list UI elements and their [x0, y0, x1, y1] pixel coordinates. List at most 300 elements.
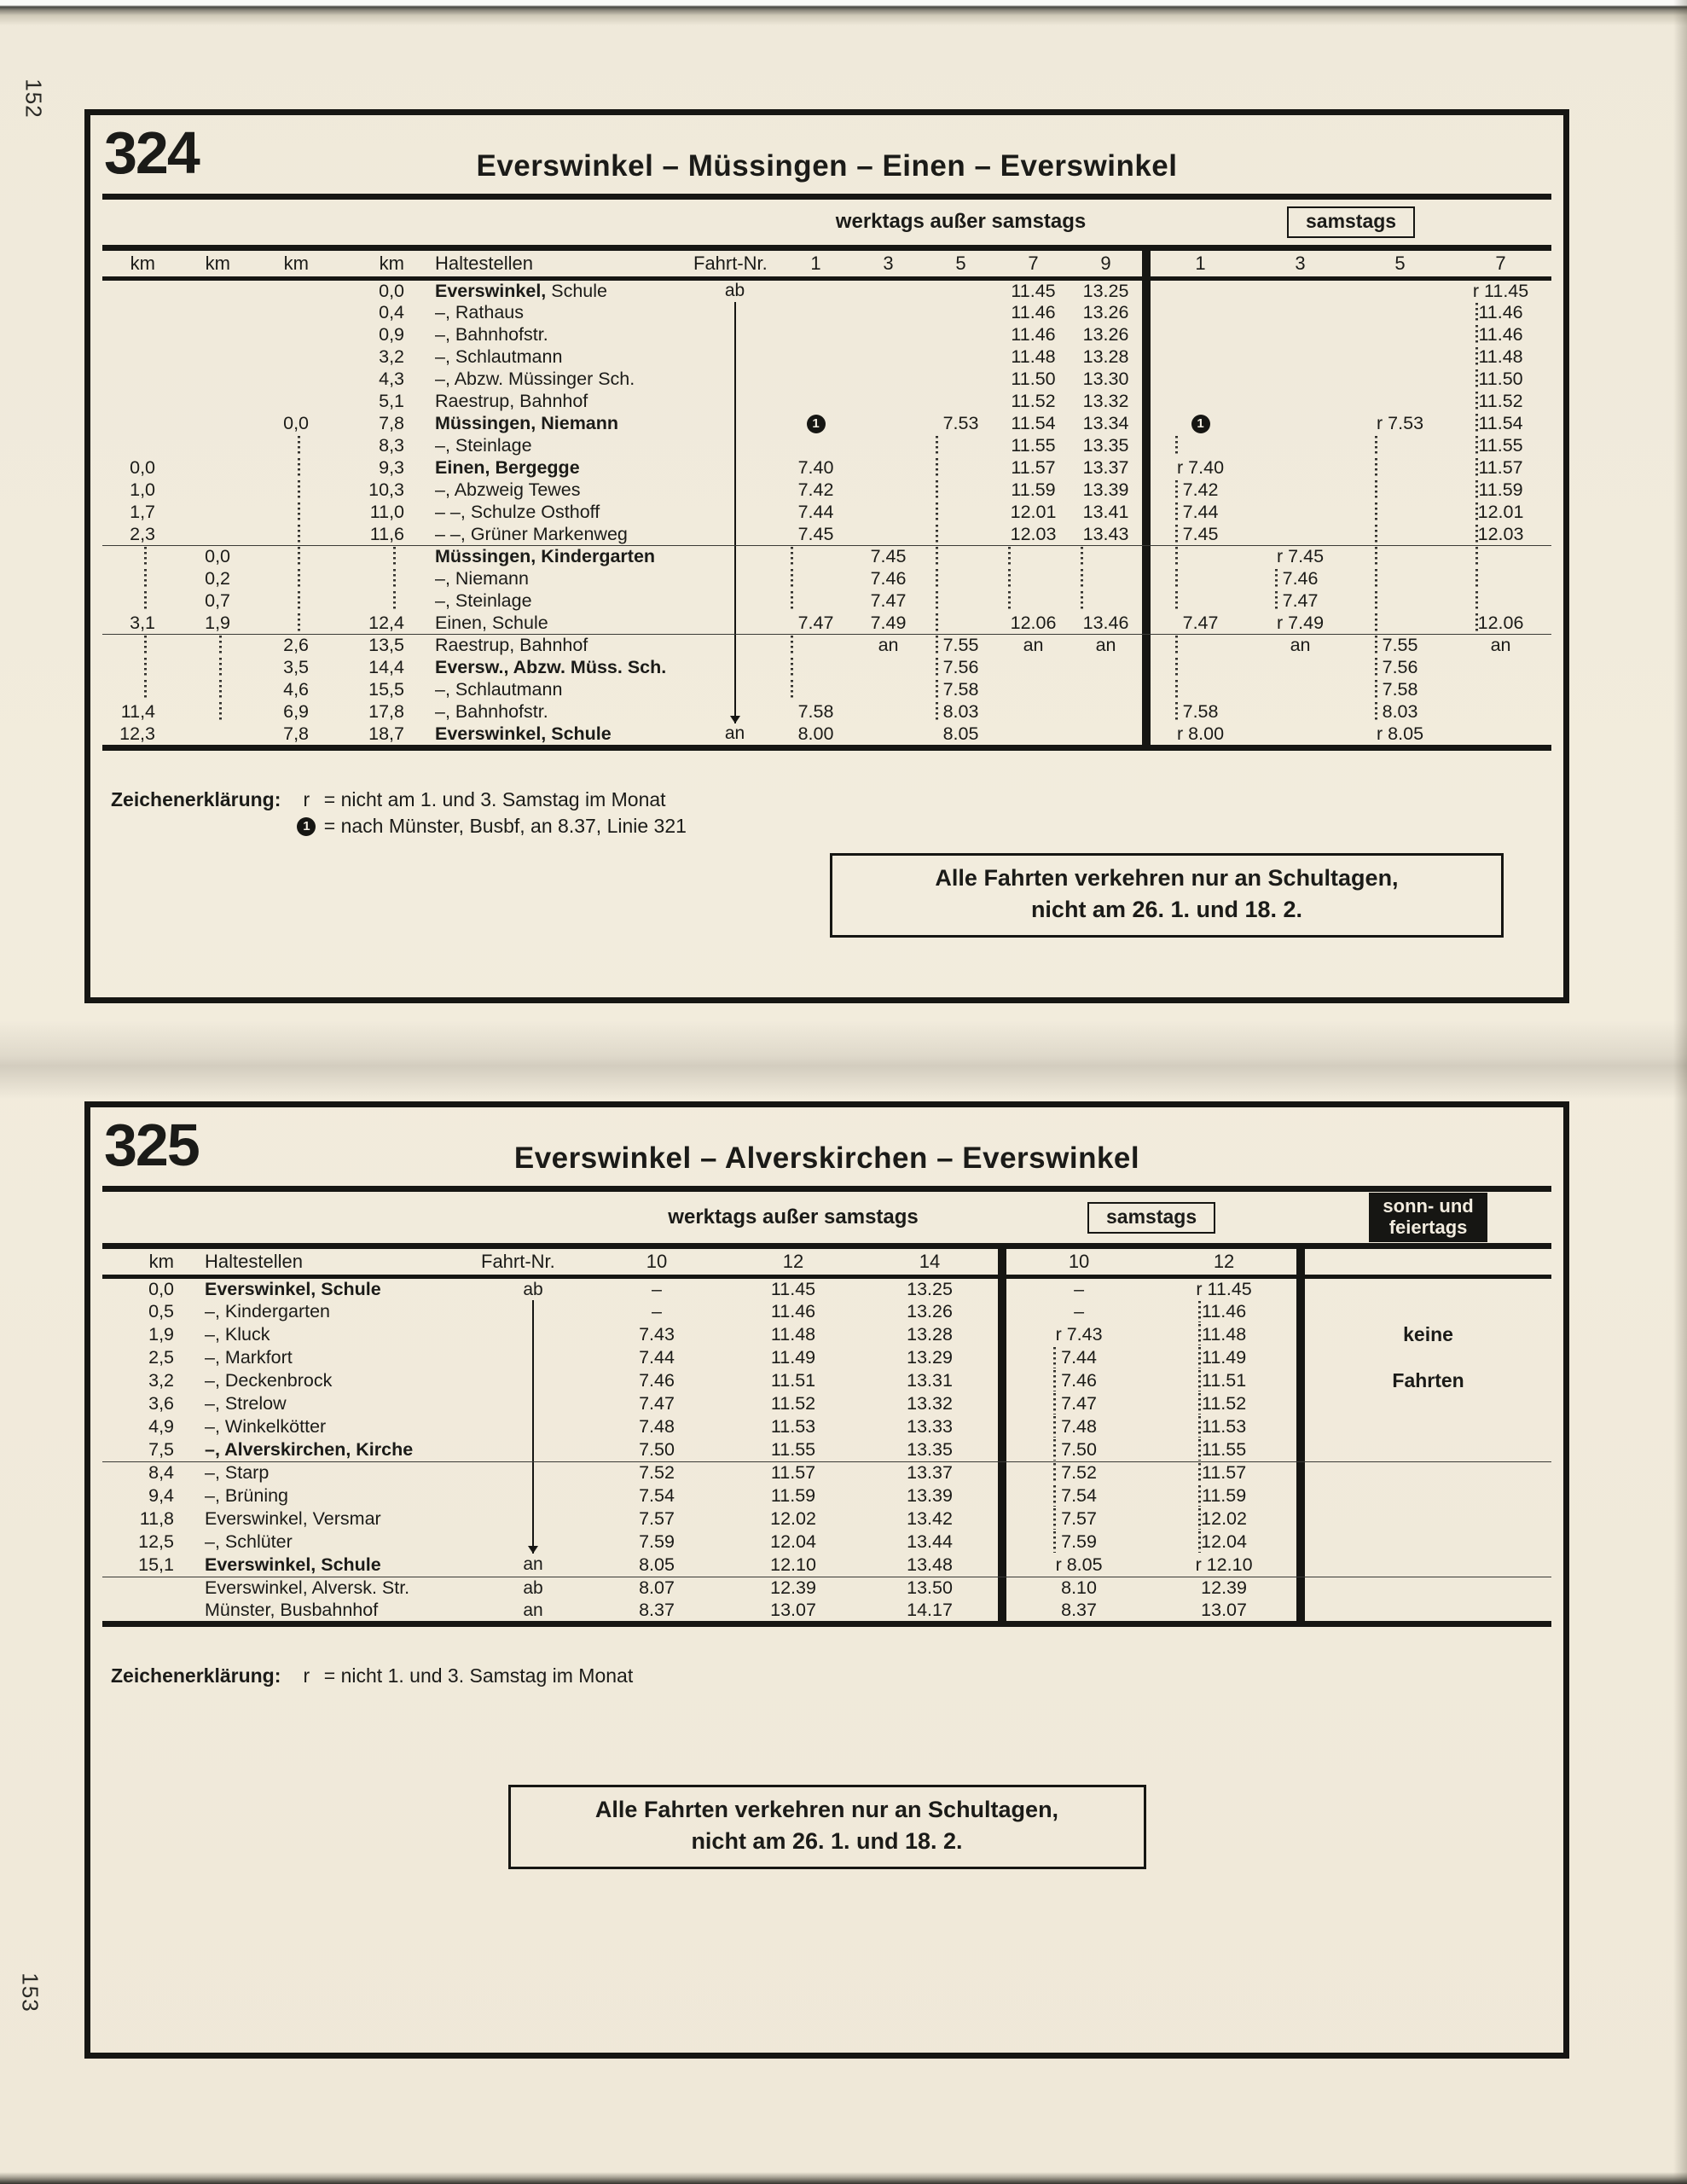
- km-cell: 3,1: [102, 613, 177, 635]
- route-line: [734, 568, 736, 590]
- continuation-squiggle: [1275, 569, 1278, 590]
- timetable-row: [102, 635, 1551, 657]
- continuation-squiggle: [1053, 1485, 1056, 1507]
- time-cell: 7.46: [1250, 568, 1350, 590]
- time-cell: [852, 435, 925, 457]
- time-cell: r 7.45: [1277, 546, 1325, 567]
- km-cell: 0,7: [205, 590, 230, 611]
- trip-col-header: 10: [1006, 1246, 1151, 1277]
- time-cell: [1070, 568, 1142, 590]
- section-divider: [1142, 701, 1151, 723]
- timetable-row: [102, 479, 1551, 502]
- timetable-row: [102, 1507, 1551, 1531]
- section-divider: [998, 1461, 1006, 1484]
- time-cell: 12.10: [725, 1554, 861, 1577]
- page-number-152: 152: [20, 78, 47, 119]
- section-divider: [998, 1438, 1006, 1461]
- time-cell: [1151, 324, 1250, 346]
- continuation-squiggle: [144, 569, 147, 590]
- route-line: [734, 679, 736, 701]
- continuation-squiggle: [298, 613, 300, 634]
- km-cell: [252, 302, 331, 324]
- km-cell: 8,3: [379, 435, 404, 456]
- time-cell: [925, 479, 997, 502]
- day-band-row: [102, 1192, 1551, 1246]
- time-cell: [780, 590, 852, 613]
- time-cell: 7.45: [1151, 524, 1250, 546]
- time-cell: [1151, 635, 1250, 657]
- stop-cell: –, Steinlage: [435, 435, 532, 456]
- time-cell: 7.54: [1006, 1484, 1151, 1507]
- trip-marker-cell: [690, 479, 780, 502]
- time-cell: 11.48: [1151, 1323, 1296, 1346]
- trip-marker-cell: [478, 1415, 588, 1438]
- timetable-row: [102, 413, 1551, 435]
- no-service-cell: [1305, 1600, 1551, 1624]
- continuation-squiggle: [1053, 1463, 1056, 1484]
- route-line: [734, 324, 736, 346]
- note-1-icon: 1: [807, 415, 826, 433]
- time-cell: r 7.43: [1055, 1324, 1103, 1345]
- stop-cell: Everswinkel, Schule: [435, 280, 607, 301]
- trip-marker-cell: [478, 1438, 588, 1461]
- time-cell: 8.00: [780, 723, 852, 748]
- time-cell: 11.51: [770, 1370, 816, 1391]
- continuation-squiggle: [1375, 591, 1377, 612]
- time-cell: 12.02: [770, 1508, 816, 1529]
- section-divider: [1296, 1554, 1305, 1577]
- continuation-squiggle: [936, 547, 938, 567]
- time-cell: 13.33: [907, 1416, 953, 1437]
- time-cell: 7.45: [870, 546, 907, 567]
- continuation-squiggle: [1375, 436, 1377, 456]
- section-divider: [1296, 1415, 1305, 1438]
- time-cell: r 7.53: [1377, 413, 1424, 433]
- route-line: [734, 346, 736, 369]
- km-cell: 13,5: [368, 635, 404, 656]
- time-cell: 11.45: [1011, 280, 1056, 301]
- time-cell: 13.48: [861, 1554, 998, 1577]
- time-cell: 11.52: [770, 1393, 816, 1414]
- continuation-squiggle: [298, 480, 300, 501]
- time-cell: 7.58: [1350, 679, 1450, 701]
- time-cell: [1250, 524, 1350, 546]
- route-line: [734, 590, 736, 613]
- sunday-label-cell: [1305, 1192, 1551, 1246]
- timetable-row: [102, 391, 1551, 413]
- timetable-row: [102, 324, 1551, 346]
- km-cell: 15,5: [368, 679, 404, 700]
- km-cell: [252, 613, 331, 635]
- time-cell: 13.26: [907, 1301, 953, 1321]
- route-number: 324: [104, 119, 199, 186]
- timetable-row: [102, 723, 1551, 748]
- section-divider: [998, 1554, 1006, 1577]
- time-cell: 11.49: [1151, 1346, 1296, 1369]
- section-divider: [1142, 546, 1151, 568]
- time-cell: [1151, 568, 1250, 590]
- time-cell: 12.01: [1450, 502, 1551, 524]
- time-cell: [1350, 502, 1450, 524]
- km-cell: [102, 302, 177, 324]
- continuation-squiggle: [1053, 1416, 1056, 1438]
- time-cell: 7.47: [1151, 613, 1250, 635]
- continuation-squiggle: [936, 613, 938, 634]
- continuation-squiggle: [1175, 480, 1178, 501]
- km-cell: 4,6: [283, 679, 309, 700]
- km-cell: [177, 278, 252, 302]
- km-header: km: [252, 247, 331, 278]
- time-cell: 7.46: [639, 1370, 675, 1391]
- km-cell: 3,2: [379, 346, 404, 367]
- route-line: [734, 413, 736, 435]
- time-cell: [852, 502, 925, 524]
- weekday-label: werktags außer samstags: [668, 1205, 919, 1228]
- continuation-squiggle: [1198, 1508, 1201, 1530]
- time-cell: [997, 657, 1070, 679]
- section-divider: [1296, 1531, 1305, 1554]
- km-cell: 11,4: [120, 701, 155, 722]
- continuation-squiggle: [393, 591, 396, 612]
- time-cell: 13.35: [1082, 435, 1129, 456]
- time-cell: 7.47: [780, 613, 852, 635]
- continuation-squiggle: [1175, 636, 1178, 656]
- timetable-row: [102, 1531, 1551, 1554]
- continuation-squiggle: [1081, 569, 1083, 590]
- time-cell: [1070, 657, 1142, 679]
- time-cell: an: [1490, 635, 1511, 656]
- trip-marker-cell: [690, 568, 780, 590]
- time-cell: [780, 679, 852, 701]
- continuation-squiggle: [298, 569, 300, 590]
- km-cell: [252, 590, 331, 613]
- continuation-squiggle: [1175, 569, 1178, 590]
- continuation-squiggle: [1175, 525, 1178, 545]
- km-cell: 14,4: [368, 657, 404, 677]
- section-divider: [1296, 1577, 1305, 1600]
- time-cell: [780, 635, 852, 657]
- trip-marker-cell: [690, 546, 780, 568]
- continuation-squiggle: [936, 569, 938, 590]
- time-cell: 11.53: [770, 1416, 816, 1437]
- km-cell: [177, 502, 252, 524]
- note-1-icon: 1: [1191, 415, 1210, 433]
- section-divider: [998, 1577, 1006, 1600]
- continuation-squiggle: [1475, 480, 1478, 501]
- trip-marker-cell: an: [478, 1600, 588, 1624]
- km-cell: 2,6: [283, 635, 309, 656]
- km-cell: 2,3: [102, 524, 177, 546]
- continuation-squiggle: [1475, 392, 1478, 412]
- continuation-squiggle: [1375, 702, 1377, 723]
- time-cell: 7.47: [1006, 1392, 1151, 1415]
- continuation-squiggle: [298, 547, 300, 567]
- trip-number-header: Fahrt-Nr.: [690, 247, 780, 278]
- timetable-324: [84, 109, 1569, 1003]
- time-cell: 7.56: [925, 657, 997, 679]
- time-cell: an: [878, 635, 899, 656]
- timetable-row: [102, 1323, 1551, 1346]
- trip-col-header: 12: [725, 1246, 861, 1277]
- time-cell: [1250, 657, 1350, 679]
- continuation-squiggle: [936, 680, 938, 700]
- continuation-squiggle: [791, 569, 793, 590]
- title-rule: [102, 1186, 1551, 1192]
- continuation-squiggle: [1275, 591, 1278, 612]
- km-cell: [331, 568, 426, 590]
- time-cell: [780, 391, 852, 413]
- legend-line-circle1: 1 = nach Münster, Busbf, an 8.37, Linie 321: [294, 813, 687, 839]
- legend-lines: [294, 1663, 633, 1689]
- km-cell: [102, 568, 177, 590]
- time-cell: [925, 435, 997, 457]
- time-cell: 13.46: [1070, 613, 1142, 635]
- continuation-squiggle: [1053, 1347, 1056, 1368]
- timetable-row: [102, 278, 1551, 302]
- continuation-squiggle: [791, 680, 793, 700]
- stop-cell: –, Schlautmann: [435, 679, 563, 700]
- km-cell: 0,0: [130, 457, 155, 478]
- continuation-squiggle: [298, 458, 300, 479]
- stop-cell: – –, Schulze Osthoff: [435, 502, 600, 522]
- saturday-label-box: samstags: [1087, 1202, 1215, 1234]
- km-cell: [331, 590, 426, 613]
- school-days-notice: Alle Fahrten verkehren nur an Schultagen, nicht am 26. 1. und 18. 2.: [830, 853, 1504, 938]
- time-cell: 11.46: [1151, 1300, 1296, 1323]
- time-cell: 12.06: [997, 613, 1070, 635]
- time-cell: r 8.00: [1151, 723, 1250, 748]
- time-cell: 13.31: [907, 1370, 953, 1391]
- km-cell: 10,3: [368, 479, 404, 500]
- km-cell: 3,2: [148, 1370, 174, 1391]
- section-divider: [1142, 590, 1151, 613]
- trip-marker-cell: [478, 1461, 588, 1484]
- section-divider: [998, 1246, 1006, 1277]
- time-cell: [1350, 324, 1450, 346]
- stop-cell: –, Niemann: [435, 568, 529, 589]
- time-cell: [1070, 546, 1142, 568]
- km-cell: 9,4: [148, 1485, 174, 1506]
- km-cell: [102, 369, 177, 391]
- no-service-cell: keine: [1403, 1323, 1453, 1345]
- continuation-squiggle: [936, 702, 938, 723]
- km-cell: [252, 369, 331, 391]
- time-cell: [925, 457, 997, 479]
- scan-top-edge: [0, 0, 1687, 26]
- no-service-cell: [1305, 1415, 1551, 1438]
- time-cell: [925, 568, 997, 590]
- time-cell: [1250, 278, 1350, 302]
- trip-col-header: 3: [1250, 247, 1350, 278]
- time-cell: [1350, 346, 1450, 369]
- legend-title: Zeichenerklärung:: [111, 787, 281, 810]
- timetable-row: [102, 546, 1551, 568]
- continuation-squiggle: [1475, 347, 1478, 368]
- stop-cell: Eversw., Abzw. Müss. Sch.: [435, 657, 667, 677]
- continuation-squiggle: [791, 591, 793, 612]
- continuation-squiggle: [1475, 547, 1478, 567]
- legend-324: [111, 787, 1551, 839]
- trip-col-header: 1: [1151, 247, 1250, 278]
- time-cell: 7.50: [588, 1438, 725, 1461]
- continuation-squiggle: [791, 547, 793, 567]
- scan-right-edge: [1673, 0, 1687, 2184]
- time-cell: [925, 546, 997, 568]
- time-cell: 7.58: [1151, 701, 1250, 723]
- trip-marker-cell: [690, 657, 780, 679]
- time-cell: 7.57: [1006, 1507, 1151, 1531]
- route-line: [734, 502, 736, 524]
- stop-cell: –, Steinlage: [435, 590, 532, 611]
- time-cell: 8.05: [588, 1554, 725, 1577]
- time-cell: [997, 546, 1070, 568]
- time-cell: 13.43: [1070, 524, 1142, 546]
- time-cell: [852, 679, 925, 701]
- no-service-cell: [1305, 1300, 1551, 1323]
- route-line: [532, 1438, 534, 1461]
- route-line: [532, 1507, 534, 1531]
- stop-cell: –, Rathaus: [435, 302, 524, 322]
- time-cell: [925, 524, 997, 546]
- km-cell: 15,1: [102, 1554, 196, 1577]
- time-cell: an: [1023, 635, 1044, 656]
- no-service-cell: [1305, 1577, 1551, 1600]
- time-cell: [1450, 679, 1551, 701]
- km-cell: [177, 657, 252, 679]
- continuation-squiggle: [1008, 591, 1011, 612]
- no-service-cell: [1305, 1461, 1551, 1484]
- timetable-row: [102, 1577, 1551, 1600]
- trip-marker-cell: [690, 502, 780, 524]
- band-divider: [1296, 1192, 1305, 1246]
- km-cell: [177, 435, 252, 457]
- time-cell: 13.35: [861, 1438, 998, 1461]
- no-service-cell: [1305, 1484, 1551, 1507]
- trip-col-header: 5: [925, 247, 997, 278]
- km-header: km: [102, 1246, 196, 1277]
- time-cell: 11.59: [770, 1485, 816, 1506]
- time-cell: [1250, 479, 1350, 502]
- time-cell: –: [1074, 1279, 1085, 1299]
- time-cell: 7.46: [870, 568, 907, 589]
- stop-cell: Everswinkel, Schule: [205, 1279, 381, 1299]
- km-cell: [177, 413, 252, 435]
- km-cell: 2,5: [148, 1347, 174, 1368]
- continuation-squiggle: [1198, 1370, 1201, 1391]
- trip-col-header: 5: [1350, 247, 1450, 278]
- continuation-squiggle: [936, 525, 938, 545]
- time-cell: [1151, 657, 1250, 679]
- continuation-squiggle: [1475, 525, 1478, 545]
- time-cell: 11.50: [1011, 369, 1056, 389]
- km-cell: 11,6: [331, 524, 426, 546]
- trip-col-header: 3: [852, 247, 925, 278]
- continuation-squiggle: [1198, 1485, 1201, 1507]
- time-cell: r 8.05: [1006, 1554, 1151, 1577]
- time-cell: [852, 413, 925, 435]
- time-cell: r 11.45: [1472, 280, 1529, 301]
- continuation-squiggle: [1198, 1324, 1201, 1345]
- stop-cell: –, Kluck: [205, 1324, 270, 1345]
- time-cell: [997, 701, 1070, 723]
- trip-marker-cell: [690, 679, 780, 701]
- continuation-squiggle: [1475, 436, 1478, 456]
- continuation-squiggle: [144, 680, 147, 700]
- trip-marker-cell: [478, 1323, 588, 1346]
- time-cell: 7.47: [870, 590, 907, 611]
- trip-marker-cell: [690, 324, 780, 346]
- time-cell: [1250, 369, 1350, 391]
- time-cell: 7.59: [639, 1531, 675, 1552]
- timetable-row: [102, 701, 1551, 723]
- timetable-row: [102, 1554, 1551, 1577]
- km-cell: 7,5: [102, 1438, 196, 1461]
- time-cell: 11.57: [770, 1462, 816, 1484]
- trip-marker-cell: [690, 590, 780, 613]
- time-cell: [925, 502, 997, 524]
- time-cell: [780, 369, 852, 391]
- km-cell: [252, 435, 331, 457]
- time-cell: 7.58: [925, 679, 997, 701]
- continuation-squiggle: [1475, 458, 1478, 479]
- time-cell: 8.05: [925, 723, 997, 748]
- time-cell: 7.43: [639, 1324, 675, 1345]
- time-cell: 11.59: [1151, 1484, 1296, 1507]
- trip-marker-cell: [690, 457, 780, 479]
- trip-marker-cell: [478, 1346, 588, 1369]
- legend-lines: [294, 787, 687, 839]
- timetable-row: [102, 1415, 1551, 1438]
- time-cell: [1450, 701, 1551, 723]
- time-cell: 11.59: [1450, 479, 1551, 502]
- time-cell: 11.48: [770, 1324, 816, 1345]
- time-cell: [925, 391, 997, 413]
- time-cell: 11.55: [725, 1438, 861, 1461]
- section-divider: [1142, 723, 1151, 748]
- time-cell: [925, 324, 997, 346]
- time-cell: 7.47: [639, 1393, 675, 1414]
- time-cell: 11.55: [1011, 435, 1056, 456]
- time-cell: [780, 413, 852, 435]
- km-cell: [102, 391, 177, 413]
- time-cell: 13.26: [1082, 302, 1129, 322]
- km-header: km: [102, 247, 177, 278]
- trip-col-header: 7: [997, 247, 1070, 278]
- time-cell: [1250, 413, 1350, 435]
- time-cell: 7.44: [797, 502, 834, 522]
- km-cell: [177, 635, 252, 657]
- stop-cell: Einen, Bergegge: [435, 457, 580, 478]
- km-cell: 3,6: [148, 1393, 174, 1414]
- timetable-row: [102, 1461, 1551, 1484]
- time-cell: [1350, 546, 1450, 568]
- time-cell: 13.39: [1082, 479, 1129, 500]
- section-divider: [1296, 1507, 1305, 1531]
- timetable-row: [102, 1392, 1551, 1415]
- route-line: [734, 302, 736, 324]
- time-cell: 12.39: [1201, 1577, 1247, 1599]
- section-divider: [1296, 1484, 1305, 1507]
- time-cell: an: [1095, 635, 1116, 656]
- route-line: [734, 524, 736, 546]
- trip-number-header: Fahrt-Nr.: [478, 1246, 588, 1277]
- km-cell: 4,3: [379, 369, 404, 389]
- band-divider: [998, 1192, 1006, 1246]
- no-service-cell: [1305, 1392, 1551, 1415]
- time-cell: [1350, 590, 1450, 613]
- time-cell: [1250, 302, 1350, 324]
- stop-cell: – –, Grüner Markenweg: [426, 524, 690, 546]
